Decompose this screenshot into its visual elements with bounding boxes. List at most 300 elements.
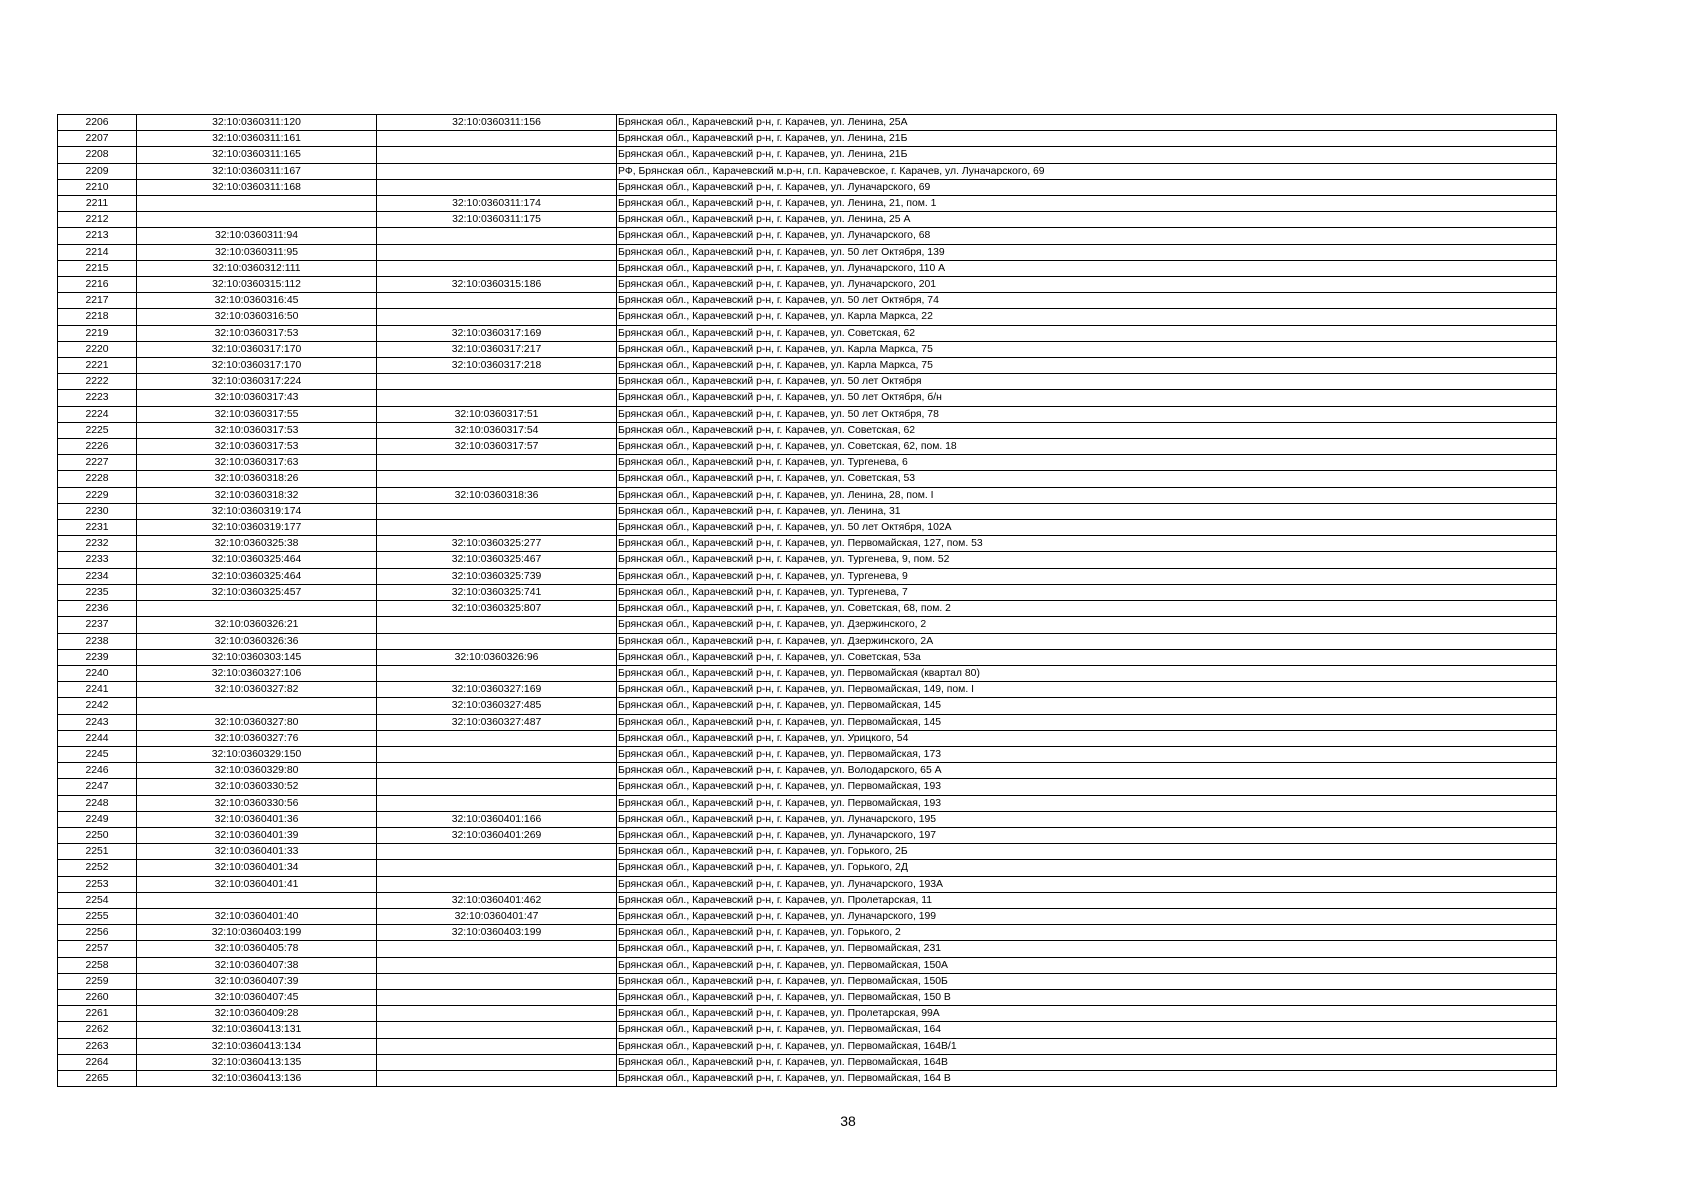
cadastral-number-cell: 32:10:0360317:170 — [137, 358, 377, 374]
sub-object-number-cell: 32:10:0360401:47 — [377, 908, 617, 924]
row-number-cell: 2207 — [58, 131, 137, 147]
row-number-cell: 2225 — [58, 422, 137, 438]
cadastral-number-cell — [137, 212, 377, 228]
table-row — [58, 584, 1557, 600]
row-number-cell: 2240 — [58, 665, 137, 681]
cadastral-number-cell: 32:10:0360329:150 — [137, 746, 377, 762]
sub-object-number-cell — [377, 163, 617, 179]
row-number-cell: 2250 — [58, 827, 137, 843]
address-cell: Брянская обл., Карачевский р-н, г. Карачев, ул. 50 лет Октября, 102А — [617, 520, 1557, 536]
address-cell: Брянская обл., Карачевский р-н, г. Карачев, ул. Первомайская, 150А — [617, 957, 1557, 973]
cadastral-number-cell: 32:10:0360316:50 — [137, 309, 377, 325]
cadastral-number-cell: 32:10:0360327:82 — [137, 682, 377, 698]
table-row — [58, 228, 1557, 244]
row-number-cell: 2213 — [58, 228, 137, 244]
row-number-cell: 2234 — [58, 568, 137, 584]
row-number-cell: 2230 — [58, 503, 137, 519]
address-cell: Брянская обл., Карачевский р-н, г. Карачев, ул. 50 лет Октября, 74 — [617, 293, 1557, 309]
address-cell: Брянская обл., Карачевский р-н, г. Карачев, ул. Луначарского, 68 — [617, 228, 1557, 244]
cadastral-number-cell: 32:10:0360303:145 — [137, 649, 377, 665]
address-cell: РФ, Брянская обл., Карачевский м.р-н, г.п. Карачевское, г. Карачев, ул. Луначарского, 69 — [617, 163, 1557, 179]
table-row — [58, 1038, 1557, 1054]
cadastral-number-cell: 32:10:0360403:199 — [137, 925, 377, 941]
address-cell: Брянская обл., Карачевский р-н, г. Карачев, ул. Советская, 62 — [617, 325, 1557, 341]
cadastral-number-cell: 32:10:0360317:53 — [137, 325, 377, 341]
table-row — [58, 811, 1557, 827]
address-cell: Брянская обл., Карачевский р-н, г. Карачев, ул. Луначарского, 201 — [617, 277, 1557, 293]
sub-object-number-cell — [377, 860, 617, 876]
address-cell: Брянская обл., Карачевский р-н, г. Карачев, ул. Луначарского, 199 — [617, 908, 1557, 924]
sub-object-number-cell — [377, 1070, 617, 1086]
sub-object-number-cell: 32:10:0360403:199 — [377, 925, 617, 941]
row-number-cell: 2209 — [58, 163, 137, 179]
cadastral-number-cell: 32:10:0360312:111 — [137, 260, 377, 276]
row-number-cell: 2245 — [58, 746, 137, 762]
address-cell: Брянская обл., Карачевский р-н, г. Карачев, ул. Ленина, 28, пом. I — [617, 487, 1557, 503]
sub-object-number-cell — [377, 455, 617, 471]
table-row — [58, 892, 1557, 908]
row-number-cell: 2220 — [58, 341, 137, 357]
address-cell: Брянская обл., Карачевский р-н, г. Карачев, ул. Володарского, 65 А — [617, 763, 1557, 779]
sub-object-number-cell — [377, 1006, 617, 1022]
sub-object-number-cell: 32:10:0360401:462 — [377, 892, 617, 908]
sub-object-number-cell: 32:10:0360325:741 — [377, 584, 617, 600]
cadastral-number-cell: 32:10:0360405:78 — [137, 941, 377, 957]
row-number-cell: 2211 — [58, 196, 137, 212]
row-number-cell: 2222 — [58, 374, 137, 390]
sub-object-number-cell: 32:10:0360325:467 — [377, 552, 617, 568]
sub-object-number-cell — [377, 1038, 617, 1054]
address-cell: Брянская обл., Карачевский р-н, г. Карачев, ул. Первомайская (квартал 80) — [617, 665, 1557, 681]
address-cell: Брянская обл., Карачевский р-н, г. Карачев, ул. Советская, 62 — [617, 422, 1557, 438]
row-number-cell: 2237 — [58, 617, 137, 633]
row-number-cell: 2263 — [58, 1038, 137, 1054]
table-row — [58, 568, 1557, 584]
cadastral-number-cell: 32:10:0360326:36 — [137, 633, 377, 649]
cadastral-number-cell: 32:10:0360413:134 — [137, 1038, 377, 1054]
row-number-cell: 2244 — [58, 730, 137, 746]
row-number-cell: 2260 — [58, 989, 137, 1005]
table-row — [58, 665, 1557, 681]
sub-object-number-cell — [377, 763, 617, 779]
address-cell: Брянская обл., Карачевский р-н, г. Карачев, ул. Карла Маркса, 22 — [617, 309, 1557, 325]
sub-object-number-cell — [377, 131, 617, 147]
address-cell: Брянская обл., Карачевский р-н, г. Карачев, ул. Советская, 62, пом. 18 — [617, 439, 1557, 455]
sub-object-number-cell — [377, 779, 617, 795]
address-cell: Брянская обл., Карачевский р-н, г. Карачев, ул. Ленина, 25 А — [617, 212, 1557, 228]
cadastral-number-cell: 32:10:0360311:167 — [137, 163, 377, 179]
table-row — [58, 682, 1557, 698]
cadastral-number-cell: 32:10:0360330:52 — [137, 779, 377, 795]
sub-object-number-cell — [377, 520, 617, 536]
address-cell: Брянская обл., Карачевский р-н, г. Карачев, ул. Пролетарская, 11 — [617, 892, 1557, 908]
cadastral-number-cell: 32:10:0360317:224 — [137, 374, 377, 390]
address-cell: Брянская обл., Карачевский р-н, г. Карачев, ул. Советская, 53 — [617, 471, 1557, 487]
cadastral-number-cell: 32:10:0360325:38 — [137, 536, 377, 552]
row-number-cell: 2212 — [58, 212, 137, 228]
sub-object-number-cell: 32:10:0360325:277 — [377, 536, 617, 552]
sub-object-number-cell: 32:10:0360326:96 — [377, 649, 617, 665]
table-row — [58, 390, 1557, 406]
table-row — [58, 293, 1557, 309]
table-row — [58, 908, 1557, 924]
sub-object-number-cell: 32:10:0360311:174 — [377, 196, 617, 212]
cadastral-number-cell: 32:10:0360401:36 — [137, 811, 377, 827]
table-row — [58, 844, 1557, 860]
row-number-cell: 2224 — [58, 406, 137, 422]
row-number-cell: 2232 — [58, 536, 137, 552]
row-number-cell: 2231 — [58, 520, 137, 536]
table-row — [58, 309, 1557, 325]
row-number-cell: 2215 — [58, 260, 137, 276]
cadastral-number-cell: 32:10:0360407:45 — [137, 989, 377, 1005]
table-row — [58, 649, 1557, 665]
row-number-cell: 2214 — [58, 244, 137, 260]
sub-object-number-cell — [377, 746, 617, 762]
cadastral-number-cell: 32:10:0360407:38 — [137, 957, 377, 973]
row-number-cell: 2251 — [58, 844, 137, 860]
cadastral-number-cell: 32:10:0360311:161 — [137, 131, 377, 147]
address-cell: Брянская обл., Карачевский р-н, г. Карачев, ул. Луначарского, 69 — [617, 179, 1557, 195]
sub-object-number-cell: 32:10:0360317:51 — [377, 406, 617, 422]
sub-object-number-cell: 32:10:0360318:36 — [377, 487, 617, 503]
address-cell: Брянская обл., Карачевский р-н, г. Карачев, ул. Ленина, 25А — [617, 115, 1557, 131]
address-cell: Брянская обл., Карачевский р-н, г. Карачев, ул. 50 лет Октября, б/н — [617, 390, 1557, 406]
table-row — [58, 341, 1557, 357]
table-row — [58, 520, 1557, 536]
cadastral-number-cell: 32:10:0360325:457 — [137, 584, 377, 600]
cadastral-number-cell: 32:10:0360319:174 — [137, 503, 377, 519]
cadastral-number-cell: 32:10:0360311:165 — [137, 147, 377, 163]
sub-object-number-cell: 32:10:0360315:186 — [377, 277, 617, 293]
address-cell: Брянская обл., Карачевский р-н, г. Карачев, ул. Тургенева, 9 — [617, 568, 1557, 584]
table-row — [58, 439, 1557, 455]
table-row — [58, 147, 1557, 163]
cadastral-number-cell: 32:10:0360401:40 — [137, 908, 377, 924]
address-cell: Брянская обл., Карачевский р-н, г. Карачев, ул. 50 лет Октября — [617, 374, 1557, 390]
cadastral-number-cell: 32:10:0360317:43 — [137, 390, 377, 406]
table-row — [58, 115, 1557, 131]
table-row — [58, 374, 1557, 390]
cadastral-table — [57, 114, 1557, 1087]
address-cell: Брянская обл., Карачевский р-н, г. Карачев, ул. Урицкого, 54 — [617, 730, 1557, 746]
row-number-cell: 2208 — [58, 147, 137, 163]
table-row — [58, 179, 1557, 195]
row-number-cell: 2218 — [58, 309, 137, 325]
sub-object-number-cell: 32:10:0360325:807 — [377, 601, 617, 617]
sub-object-number-cell — [377, 390, 617, 406]
table-row — [58, 196, 1557, 212]
table-row — [58, 730, 1557, 746]
table-body — [58, 115, 1557, 1087]
row-number-cell: 2229 — [58, 487, 137, 503]
address-cell: Брянская обл., Карачевский р-н, г. Карачев, ул. Ленина, 31 — [617, 503, 1557, 519]
cadastral-number-cell: 32:10:0360325:464 — [137, 568, 377, 584]
table-row — [58, 163, 1557, 179]
row-number-cell: 2246 — [58, 763, 137, 779]
cadastral-number-cell — [137, 698, 377, 714]
table-row — [58, 876, 1557, 892]
sub-object-number-cell: 32:10:0360325:739 — [377, 568, 617, 584]
address-cell: Брянская обл., Карачевский р-н, г. Карачев, ул. Тургенева, 7 — [617, 584, 1557, 600]
table-row — [58, 260, 1557, 276]
row-number-cell: 2261 — [58, 1006, 137, 1022]
row-number-cell: 2233 — [58, 552, 137, 568]
address-cell: Брянская обл., Карачевский р-н, г. Карачев, ул. Первомайская, 164В/1 — [617, 1038, 1557, 1054]
cadastral-number-cell: 32:10:0360413:136 — [137, 1070, 377, 1086]
row-number-cell: 2206 — [58, 115, 137, 131]
row-number-cell: 2236 — [58, 601, 137, 617]
cadastral-number-cell: 32:10:0360401:34 — [137, 860, 377, 876]
address-cell: Брянская обл., Карачевский р-н, г. Карачев, ул. Тургенева, 6 — [617, 455, 1557, 471]
cadastral-number-cell: 32:10:0360317:53 — [137, 439, 377, 455]
sub-object-number-cell: 32:10:0360311:175 — [377, 212, 617, 228]
row-number-cell: 2265 — [58, 1070, 137, 1086]
cadastral-number-cell: 32:10:0360407:39 — [137, 973, 377, 989]
address-cell: Брянская обл., Карачевский р-н, г. Карачев, ул. Первомайская, 193 — [617, 795, 1557, 811]
sub-object-number-cell — [377, 179, 617, 195]
table-row — [58, 827, 1557, 843]
sub-object-number-cell — [377, 309, 617, 325]
address-cell: Брянская обл., Карачевский р-н, г. Карачев, ул. Первомайская, 164 В — [617, 1070, 1557, 1086]
row-number-cell: 2242 — [58, 698, 137, 714]
row-number-cell: 2255 — [58, 908, 137, 924]
cadastral-number-cell: 32:10:0360327:76 — [137, 730, 377, 746]
row-number-cell: 2259 — [58, 973, 137, 989]
cadastral-number-cell: 32:10:0360311:168 — [137, 179, 377, 195]
table-row — [58, 860, 1557, 876]
sub-object-number-cell — [377, 989, 617, 1005]
cadastral-number-cell: 32:10:0360318:26 — [137, 471, 377, 487]
sub-object-number-cell — [377, 844, 617, 860]
table-row — [58, 714, 1557, 730]
row-number-cell: 2254 — [58, 892, 137, 908]
sub-object-number-cell — [377, 293, 617, 309]
cadastral-number-cell: 32:10:0360327:106 — [137, 665, 377, 681]
table-row — [58, 617, 1557, 633]
table-row — [58, 633, 1557, 649]
table-row — [58, 503, 1557, 519]
table-row — [58, 698, 1557, 714]
table-row — [58, 1022, 1557, 1038]
address-cell: Брянская обл., Карачевский р-н, г. Карачев, ул. Карла Маркса, 75 — [617, 341, 1557, 357]
cadastral-number-cell: 32:10:0360317:63 — [137, 455, 377, 471]
cadastral-number-cell — [137, 601, 377, 617]
table-row — [58, 131, 1557, 147]
table-row — [58, 325, 1557, 341]
page-number: 38 — [840, 1113, 856, 1129]
row-number-cell: 2248 — [58, 795, 137, 811]
table-row — [58, 244, 1557, 260]
sub-object-number-cell: 32:10:0360317:54 — [377, 422, 617, 438]
cadastral-number-cell: 32:10:0360409:28 — [137, 1006, 377, 1022]
table-row — [58, 536, 1557, 552]
table-row — [58, 471, 1557, 487]
row-number-cell: 2239 — [58, 649, 137, 665]
address-cell: Брянская обл., Карачевский р-н, г. Карачев, ул. Пролетарская, 99А — [617, 1006, 1557, 1022]
sub-object-number-cell — [377, 957, 617, 973]
address-cell: Брянская обл., Карачевский р-н, г. Карачев, ул. Луначарского, 193А — [617, 876, 1557, 892]
address-cell: Брянская обл., Карачевский р-н, г. Карачев, ул. Горького, 2Д — [617, 860, 1557, 876]
sub-object-number-cell — [377, 941, 617, 957]
table-row — [58, 406, 1557, 422]
cadastral-number-cell: 32:10:0360413:131 — [137, 1022, 377, 1038]
row-number-cell: 2264 — [58, 1054, 137, 1070]
cadastral-number-cell: 32:10:0360317:53 — [137, 422, 377, 438]
row-number-cell: 2253 — [58, 876, 137, 892]
address-cell: Брянская обл., Карачевский р-н, г. Карачев, ул. Первомайская, 145 — [617, 698, 1557, 714]
row-number-cell: 2262 — [58, 1022, 137, 1038]
row-number-cell: 2219 — [58, 325, 137, 341]
row-number-cell: 2257 — [58, 941, 137, 957]
address-cell: Брянская обл., Карачевский р-н, г. Карачев, ул. Дзержинского, 2А — [617, 633, 1557, 649]
row-number-cell: 2235 — [58, 584, 137, 600]
row-number-cell: 2241 — [58, 682, 137, 698]
sub-object-number-cell: 32:10:0360327:169 — [377, 682, 617, 698]
cadastral-number-cell: 32:10:0360318:32 — [137, 487, 377, 503]
address-cell: Брянская обл., Карачевский р-н, г. Карачев, ул. 50 лет Октября, 139 — [617, 244, 1557, 260]
cadastral-number-cell: 32:10:0360316:45 — [137, 293, 377, 309]
sub-object-number-cell — [377, 1054, 617, 1070]
sub-object-number-cell — [377, 617, 617, 633]
table-row — [58, 487, 1557, 503]
sub-object-number-cell: 32:10:0360401:166 — [377, 811, 617, 827]
sub-object-number-cell — [377, 228, 617, 244]
sub-object-number-cell — [377, 374, 617, 390]
address-cell: Брянская обл., Карачевский р-н, г. Карачев, ул. Советская, 53а — [617, 649, 1557, 665]
cadastral-number-cell: 32:10:0360311:94 — [137, 228, 377, 244]
cadastral-number-cell: 32:10:0360319:177 — [137, 520, 377, 536]
table-row — [58, 989, 1557, 1005]
row-number-cell: 2210 — [58, 179, 137, 195]
sub-object-number-cell: 32:10:0360317:218 — [377, 358, 617, 374]
sub-object-number-cell — [377, 730, 617, 746]
address-cell: Брянская обл., Карачевский р-н, г. Карачев, ул. 50 лет Октября, 78 — [617, 406, 1557, 422]
cadastral-number-cell: 32:10:0360311:95 — [137, 244, 377, 260]
cadastral-number-cell: 32:10:0360311:120 — [137, 115, 377, 131]
address-cell: Брянская обл., Карачевский р-н, г. Карачев, ул. Первомайская, 231 — [617, 941, 1557, 957]
sub-object-number-cell: 32:10:0360317:57 — [377, 439, 617, 455]
address-cell: Брянская обл., Карачевский р-н, г. Карачев, ул. Луначарского, 195 — [617, 811, 1557, 827]
address-cell: Брянская обл., Карачевский р-н, г. Карачев, ул. Горького, 2 — [617, 925, 1557, 941]
table-row — [58, 601, 1557, 617]
row-number-cell: 2256 — [58, 925, 137, 941]
row-number-cell: 2228 — [58, 471, 137, 487]
sub-object-number-cell: 32:10:0360311:156 — [377, 115, 617, 131]
address-cell: Брянская обл., Карачевский р-н, г. Карачев, ул. Тургенева, 9, пом. 52 — [617, 552, 1557, 568]
cadastral-number-cell: 32:10:0360329:80 — [137, 763, 377, 779]
table-row — [58, 455, 1557, 471]
sub-object-number-cell — [377, 244, 617, 260]
table-row — [58, 925, 1557, 941]
table-row — [58, 763, 1557, 779]
table-row — [58, 1006, 1557, 1022]
cadastral-number-cell: 32:10:0360315:112 — [137, 277, 377, 293]
row-number-cell: 2243 — [58, 714, 137, 730]
row-number-cell: 2217 — [58, 293, 137, 309]
address-cell: Брянская обл., Карачевский р-н, г. Карачев, ул. Карла Маркса, 75 — [617, 358, 1557, 374]
address-cell: Брянская обл., Карачевский р-н, г. Карачев, ул. Луначарского, 197 — [617, 827, 1557, 843]
address-cell: Брянская обл., Карачевский р-н, г. Карачев, ул. Ленина, 21Б — [617, 131, 1557, 147]
address-cell: Брянская обл., Карачевский р-н, г. Карачев, ул. Первомайская, 150 В — [617, 989, 1557, 1005]
cadastral-number-cell: 32:10:0360401:33 — [137, 844, 377, 860]
address-cell: Брянская обл., Карачевский р-н, г. Карачев, ул. Первомайская, 164 — [617, 1022, 1557, 1038]
sub-object-number-cell: 32:10:0360327:485 — [377, 698, 617, 714]
address-cell: Брянская обл., Карачевский р-н, г. Карачев, ул. Первомайская, 173 — [617, 746, 1557, 762]
table-row — [58, 779, 1557, 795]
cadastral-number-cell — [137, 892, 377, 908]
table-row — [58, 746, 1557, 762]
table-row — [58, 941, 1557, 957]
table-row — [58, 358, 1557, 374]
row-number-cell: 2238 — [58, 633, 137, 649]
row-number-cell: 2249 — [58, 811, 137, 827]
address-cell: Брянская обл., Карачевский р-н, г. Карачев, ул. Луначарского, 110 А — [617, 260, 1557, 276]
table-row — [58, 277, 1557, 293]
table-row — [58, 795, 1557, 811]
sub-object-number-cell — [377, 1022, 617, 1038]
row-number-cell: 2216 — [58, 277, 137, 293]
row-number-cell: 2221 — [58, 358, 137, 374]
address-cell: Брянская обл., Карачевский р-н, г. Карачев, ул. Ленина, 21, пом. 1 — [617, 196, 1557, 212]
address-cell: Брянская обл., Карачевский р-н, г. Карачев, ул. Первомайская, 149, пом. I — [617, 682, 1557, 698]
table-row — [58, 1070, 1557, 1086]
table-row — [58, 552, 1557, 568]
cadastral-number-cell: 32:10:0360326:21 — [137, 617, 377, 633]
address-cell: Брянская обл., Карачевский р-н, г. Карачев, ул. Советская, 68, пом. 2 — [617, 601, 1557, 617]
address-cell: Брянская обл., Карачевский р-н, г. Карачев, ул. Первомайская, 193 — [617, 779, 1557, 795]
table-row — [58, 422, 1557, 438]
sub-object-number-cell — [377, 471, 617, 487]
cadastral-number-cell: 32:10:0360327:80 — [137, 714, 377, 730]
address-cell: Брянская обл., Карачевский р-н, г. Карачев, ул. Первомайская, 150Б — [617, 973, 1557, 989]
sub-object-number-cell — [377, 876, 617, 892]
table-row — [58, 1054, 1557, 1070]
row-number-cell: 2223 — [58, 390, 137, 406]
sub-object-number-cell: 32:10:0360327:487 — [377, 714, 617, 730]
cadastral-number-cell: 32:10:0360413:135 — [137, 1054, 377, 1070]
sub-object-number-cell: 32:10:0360317:217 — [377, 341, 617, 357]
sub-object-number-cell — [377, 503, 617, 519]
row-number-cell: 2227 — [58, 455, 137, 471]
row-number-cell: 2258 — [58, 957, 137, 973]
table-row — [58, 212, 1557, 228]
row-number-cell: 2247 — [58, 779, 137, 795]
address-cell: Брянская обл., Карачевский р-н, г. Карачев, ул. Горького, 2Б — [617, 844, 1557, 860]
row-number-cell: 2226 — [58, 439, 137, 455]
cadastral-number-cell — [137, 196, 377, 212]
address-cell: Брянская обл., Карачевский р-н, г. Карачев, ул. Первомайская, 127, пом. 53 — [617, 536, 1557, 552]
table-row — [58, 973, 1557, 989]
sub-object-number-cell — [377, 633, 617, 649]
sub-object-number-cell: 32:10:0360317:169 — [377, 325, 617, 341]
cadastral-number-cell: 32:10:0360325:464 — [137, 552, 377, 568]
sub-object-number-cell — [377, 147, 617, 163]
sub-object-number-cell: 32:10:0360401:269 — [377, 827, 617, 843]
sub-object-number-cell — [377, 260, 617, 276]
cadastral-number-cell: 32:10:0360401:39 — [137, 827, 377, 843]
cadastral-number-cell: 32:10:0360330:56 — [137, 795, 377, 811]
cadastral-number-cell: 32:10:0360401:41 — [137, 876, 377, 892]
cadastral-number-cell: 32:10:0360317:170 — [137, 341, 377, 357]
sub-object-number-cell — [377, 665, 617, 681]
address-cell: Брянская обл., Карачевский р-н, г. Карачев, ул. Ленина, 21Б — [617, 147, 1557, 163]
sub-object-number-cell — [377, 795, 617, 811]
cadastral-number-cell: 32:10:0360317:55 — [137, 406, 377, 422]
address-cell: Брянская обл., Карачевский р-н, г. Карачев, ул. Дзержинского, 2 — [617, 617, 1557, 633]
address-cell: Брянская обл., Карачевский р-н, г. Карачев, ул. Первомайская, 145 — [617, 714, 1557, 730]
table-row — [58, 957, 1557, 973]
